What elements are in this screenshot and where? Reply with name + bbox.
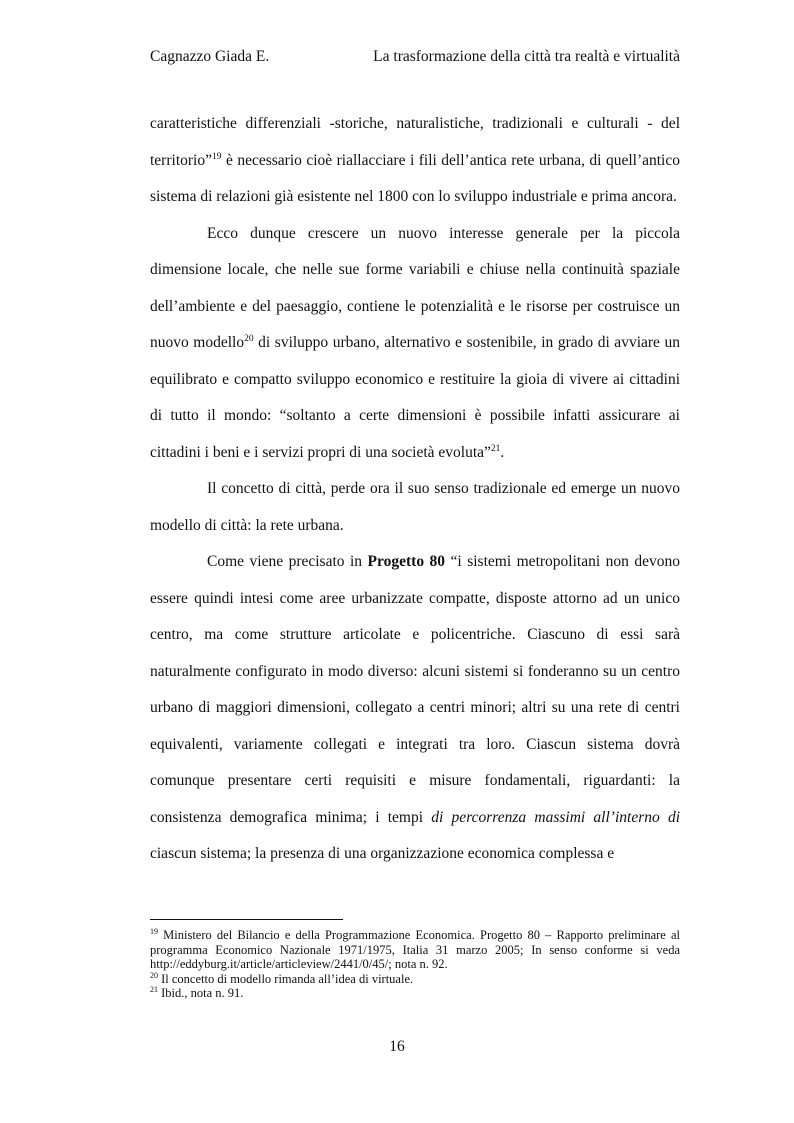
footnote-number: 20 xyxy=(150,970,158,980)
italic-phrase: di percorrenza massimi all’interno di xyxy=(431,808,681,826)
footnote-separator xyxy=(150,919,343,920)
footnote-21 xyxy=(150,986,680,1001)
text-run: ciascun sistema; la presenza di una organizzazione economica complessa e xyxy=(150,845,615,862)
paragraph-2 xyxy=(150,216,680,472)
running-header xyxy=(150,48,680,66)
main-text xyxy=(150,106,680,873)
text-run: “i sistemi metropolitani non devono essere quindi intesi come aree urbanizzate compatte, disposte attorno ad un unico centro, ma come strutture articolate e policentriche. Ciascuno di essi sarà naturalmente configurato in modo diverso: alcuni sistemi si fonderanno su un centro urbano di maggiori dimensioni, collegato a centri minori; altri su una rete di centri equivalenti, variamente collegati e integrati tra loro. Ciascun sistema dovrà comunque presentare certi requisiti e misure fondamentali, riguardanti: la consistenza demografica minima; i tempi xyxy=(150,553,680,826)
footnote-ref-21[interactable]: 21 xyxy=(490,443,501,454)
header-author: Cagnazzo Giada E. xyxy=(150,48,270,65)
footnote-text: Il concetto di modello rimanda all’idea di virtuale. xyxy=(158,971,414,986)
footnote-text: Ibid., nota n. 91. xyxy=(158,986,244,1000)
footnote-ref-19[interactable]: 19 xyxy=(211,151,222,162)
paragraph-3: Il concetto di città, perde ora il suo senso tradizionale ed emerge un nuovo modello di città: la rete urbana. xyxy=(150,480,680,534)
header-title: La trasformazione della città tra realtà e virtualità xyxy=(373,48,680,65)
footnote-number: 21 xyxy=(150,984,158,994)
page-number: 16 xyxy=(389,1038,405,1055)
paragraph-4 xyxy=(150,544,680,873)
paragraph-1 xyxy=(150,106,680,216)
text-run: Come viene precisato in xyxy=(207,553,368,570)
footnote-ref-20[interactable]: 20 xyxy=(244,333,254,344)
footnote-20 xyxy=(150,972,680,987)
footnotes xyxy=(150,928,680,1001)
footnote-number: 19 xyxy=(150,926,158,936)
text-run: caratteristiche differenziali -storiche, naturalistiche, tradizionali e culturali - del territorio” xyxy=(150,115,680,169)
bold-title: Progetto 80 xyxy=(367,553,446,570)
text-run: Ecco dunque crescere un nuovo interesse generale per la piccola dimensione locale, che nelle sue forme variabili e chiuse nella continuità spaziale dell’ambiente e del paesaggio, contiene le potenzialità e le risorse per costruisce un nuovo modello xyxy=(150,224,680,351)
footnote-text: Ministero del Bilancio e della Programmazione Economica. Progetto 80 – Rapporto preliminare al programma Economico Nazionale 1971/1975, Italia 31 marzo 2005; In senso conforme si veda http://eddyburg.it/article/articleview/2441/0/45/; nota n. 92. xyxy=(150,928,680,971)
text-run: di sviluppo urbano, alternativo e sostenibile, in grado di avviare un equilibrato e compatto sviluppo economico e restituire la gioia di vivere ai cittadini di tutto il mondo: “soltanto a certe dimensioni è possibile infatti assicurare ai cittadini i beni e i servizi propri di una società evoluta” xyxy=(150,334,680,461)
footnote-19 xyxy=(150,928,680,972)
text-run: è necessario cioè riallacciare i fili dell’antica rete urbana, di quell’antico sistema di relazioni già esistente nel 1800 con lo sviluppo industriale e prima ancora. xyxy=(150,151,680,205)
text-run: . xyxy=(500,443,505,461)
